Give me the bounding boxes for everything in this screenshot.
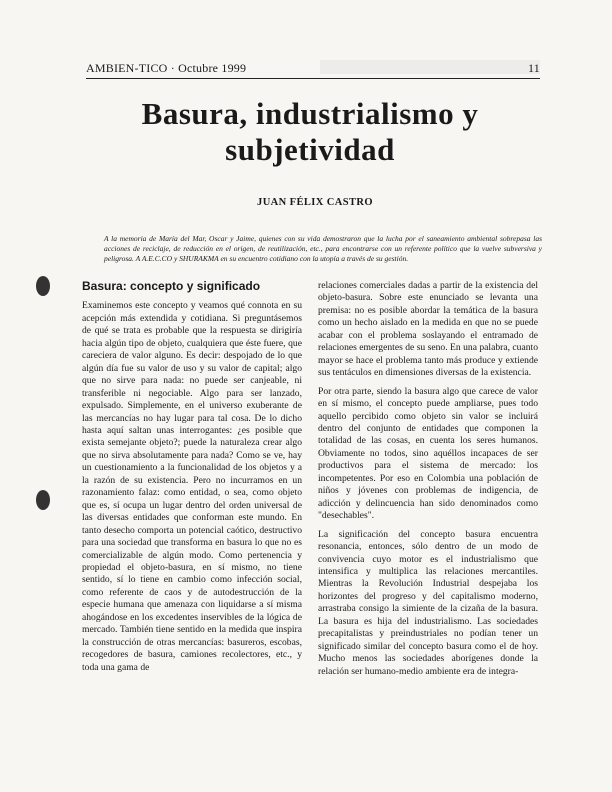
dedication: A la memoria de María del Mar, Oscar y Jaime, quienes con su vida demostraron que la lucha por el saneamiento ambiental sobrepasa las acciones de reciclaje, de reducción en el origen, de reutilización, etc., para encontrarse con un referente político que la vuelve subversiva y peligrosa. A A.E.C.CO y SHURAKMA en su encuentro cotidiano con la utopía a través de su gestión.	[104, 234, 542, 264]
right-column	[318, 280, 538, 684]
punch-hole	[36, 490, 50, 510]
running-header	[86, 61, 540, 76]
paragraph: La significación del concepto basura encuentra resonancia, entonces, sólo dentro de un modo de convivencia cuyo motor es el industrialismo que intensifica y multiplica las relaciones mercantiles. Mientras la Revolución Industrial despejaba los horizontes del progreso y del capitalismo moderno, arrastraba consigo la simiente de la cizaña de la basura. La basura es hija del industrialismo. Las sociedades precapitalistas y preindustriales no podían tener un significado similar del concepto basura como el de hoy. Mucho menos las sociedades aborígenes donde la relación ser humano-medio ambiente era de integra-	[318, 528, 538, 677]
article-author: JUAN FÉLIX CASTRO	[257, 197, 373, 208]
article-title: Basura, industrialismo y subjetividad	[141, 96, 479, 167]
page-number: 11	[528, 61, 540, 75]
left-column	[82, 280, 302, 680]
header-journal-date: AMBIEN-TICO · Octubre 1999	[86, 61, 247, 75]
header-rule	[86, 78, 540, 79]
paragraph: Por otra parte, siendo la basura algo que carece de valor en sí mismo, el concepto puede ampliarse, pues todo aquello percibido como objeto sin valor se incluirá dentro del conjunto de entidades que componen la totalidad de las cosas, en cuenta los seres humanos. Obviamente no todos, sino aquéllos incapaces de ser productivos para el sistema de mercado: los incompetentes. Por eso en Colombia una población de niños y jóvenes con problemas de indigencia, de adicción y delincuencia han sido denominados como "desechables".	[318, 385, 538, 522]
paragraph: Examinemos este concepto y veamos qué connota en su acepción más extendida y cotidiana. Si preguntásemos de qué se trata es probable que la respuesta se dirigiría hacia algún tipo de objeto, cualquiera que éste fuere, que careciera de valor alguno. Es decir: despojado de lo que algún día fue su valor de uso y su valor de capital; algo que no sirve para nada: no puede ser canjeable, ni transferible ni negociable. Algo para ser lanzado, expulsado. Simplemente, en el universo exuberante de las mercancías no hay lugar para tal cosa. De lo dicho hasta aquí saltan unas interrogantes: ¿es posible que exista semejante objeto?; puede la naturaleza crear algo que no sirva absolutamente para nada? Como se ve, hay un cuestionamiento a la funcionalidad de los objetos y a la razón de su existencia. Pero no incurramos en un razonamiento falaz: como entidad, o sea, como objeto que es, sí ocupa un lugar dentro del orden universal de las diversas entidades que conforman este mundo. En tanto desecho comporta un potencial caótico, destructivo para una sociedad que transforma en basura lo que no es comercializable de algún modo. Como pertenencia y propiedad el objeto-basura, en sí mismo, no tiene sentido, sí lo tiene en cambio como infección social, como referente de caos y de autodestrucción de la especie humana que amenaza con liquidarse a sí misma ahogándose en los excedentes inservibles de la lógica de mercado. También tiene sentido en la medida que inspira la construcción de otras mercancías: basureros, escobas, recogedores de basura, camiones recolectores, etc., y toda una gama de	[82, 300, 302, 673]
punch-hole	[36, 276, 50, 296]
paragraph: relaciones comerciales dadas a partir de la existencia del objeto-basura. Sobre este enunciado se levanta una premisa: no es posible abordar la temática de la basura como un hecho aislado en la medida en que no se puede acabar con el problema soslayando el entramado de relaciones emergentes de su seno. En una palabra, cuanto mayor se hace el problema tanto más produce y extiende sus tentáculos en dimensiones diversas de la existencia.	[318, 280, 538, 379]
section-heading: Basura: concepto y significado	[82, 279, 261, 293]
